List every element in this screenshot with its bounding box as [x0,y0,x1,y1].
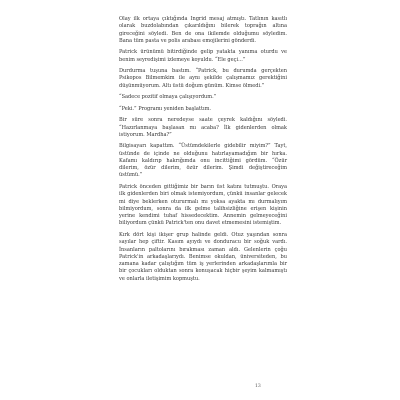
paragraph: Olay ilk ortaya çıktığında Ingrid mesaj atmıştı. Tatlının kasıtlı olarak buzdolabından çıkarıldığını bilerek toprağın altına gireceğini söyledi. Ben de ona ikilemde olduğumu söyledim. Bana tüm pasta ve polis arabası emojilerini gönderdi. [119,16,287,44]
paragraph: “Peki.” Programı yeniden başlattım. [119,105,211,112]
paragraph: Bilgisayarı kapattım. “Üstümdekilerle gidebilir miyim?” Tayt, üstünde de içinde ne olduğunu hatırlayamadığım bir hırka. Kafamı kaldırıp hakrığımda onu incittiğimi gördüm. “Özür dilerim, özür dilerim, özür dilerim. Şimdi değiştireceğim üstümü.” [119,143,287,179]
paragraph: Durdurma tuşuna bastım. “Patrick, bu durumda gerçekten Psikopos Bilmemkim ile aynı şekilde çalışmamız gerektiğini düşünmüyorum. Altı üstü doğum günüm. Kimse ölmedi.” [119,68,287,89]
paragraph: Kırk dört kişi ikişer grup halinde geldi. Otuz yaşından sonra sayılar hep çiftir. Kasım ayıydı ve donduracu bir soğuk vardı. İnsanların paltolarını bırakması zaman aldı. Gelenlerin çoğu Patrick'in arkadaşlarıydı. Benimse okuldan, üniversiteden, bu zamana kadar çalıştığım tüm iş yerlerinden arkadaşlarımla bir bir çocukları olduktan sonra konuşacak hiçbir şeyim kalmamıştı ve onlarla iletişimim kopmuştu. [119,231,287,282]
paragraph: Patrick önceden gittiğimiz bir barın üst katını tutmuştu. Oraya ilk gidenlerden biri olmak istemiyordum, çünkü insanlar gelecek mi diye beklerken otururmalı mı yoksa ayakta mı durmalıyım bilmiyordum, sonra da ilk gelme talihsizliğine erişen kişinin yerine kendimi tuhaf hissedecektim. Annemin gelmeyeceğini biliyordum çünkü Patrick'ten onu davet etmemesini istemiştim. [119,183,287,227]
paragraph: Bir süre sonra neredeyse saate çeyrek kaldığını söyledi. “Hazırlanmaya başlasan mı acaba? İlk gidenlerden olmak istiyorum. Mardha?” [119,117,287,138]
paragraph: “Sadece pozitif olmaya çalışıyordum.” [119,94,217,101]
paragraph: Patrick ürünümü bitirdiğinde gelip yatakta yanıma oturdu ve benim seyredişimi izlemeye koyuldu. “Ele geçi...” [119,49,287,63]
page-number: 13 [255,384,261,389]
body-text [119,16,287,287]
